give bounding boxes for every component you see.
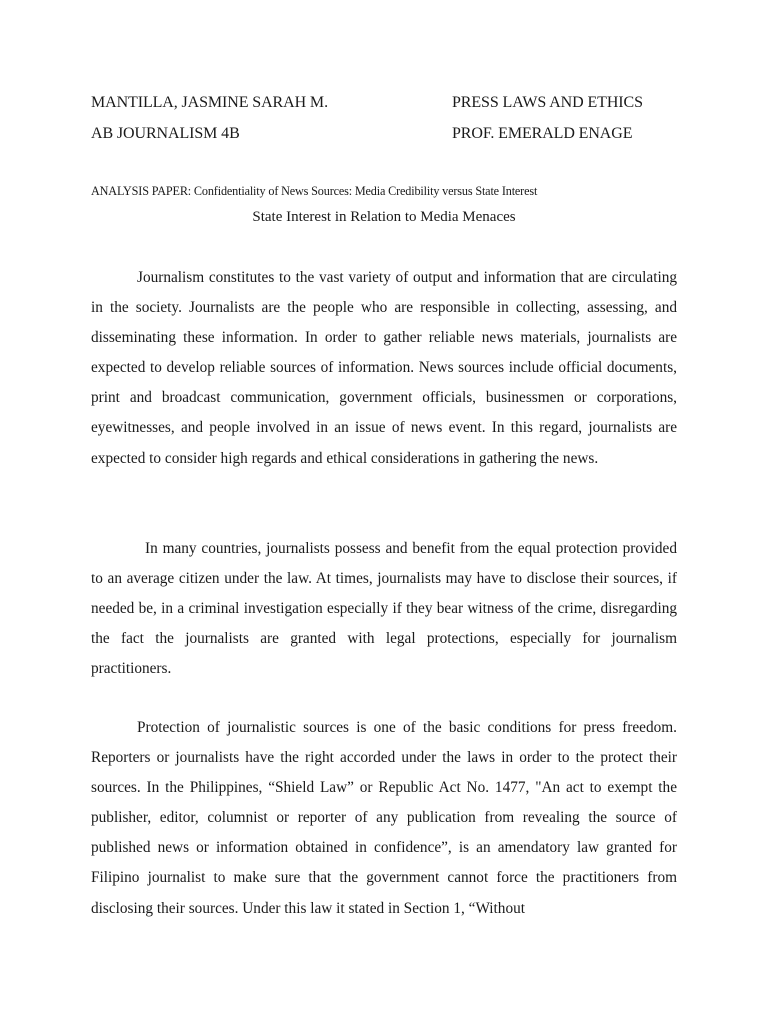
student-name: MANTILLA, JASMINE SARAH M. (91, 94, 328, 111)
body-paragraph-2: In many countries, journalists possess and benefit from the equal protection provided to an average citizen under the law. At times, journalists may have to disclose their sources, if needed be, in a criminal investigation especially if they bear witness of the crime, disregarding the fact the journalists are granted with legal protections, especially for journalism practitioners. (91, 540, 677, 678)
subject-title: PRESS LAWS AND ETHICS (452, 94, 643, 111)
professor-name: PROF. EMERALD ENAGE (452, 125, 633, 142)
course-section: AB JOURNALISM 4B (91, 125, 240, 142)
paper-subtitle: State Interest in Relation to Media Menaces (252, 209, 516, 225)
body-paragraph-3: Protection of journalistic sources is one of the basic conditions for press freedom. Reporters or journalists have the right accorded under the laws in order to the protect their sources. In the Philippines, “Shield Law” or Republic Act No. 1477, "An act to exempt the publisher, editor, columnist or reporter of any publication from revealing the source of published news or information obtained in confidence”, is an amendatory law granted for Filipino journalist to make sure that the government cannot force the practitioners from disclosing their sources. Under this law it stated in Section 1, “Without (91, 719, 677, 917)
body-paragraph-1: Journalism constitutes to the vast variety of output and information that are circulating in the society. Journalists are the people who are responsible in collecting, assessing, and disseminating these information. In order to gather reliable news materials, journalists are expected to develop reliable sources of information. News sources include official documents, print and broadcast communication, government officials, businessmen or corporations, eyewitnesses, and people involved in an issue of news event. In this regard, journalists are expected to consider high regards and ethical considerations in gathering the news. (91, 269, 677, 467)
analysis-paper-title: ANALYSIS PAPER: Confidentiality of News Sources: Media Credibility versus State Interest (91, 184, 538, 198)
